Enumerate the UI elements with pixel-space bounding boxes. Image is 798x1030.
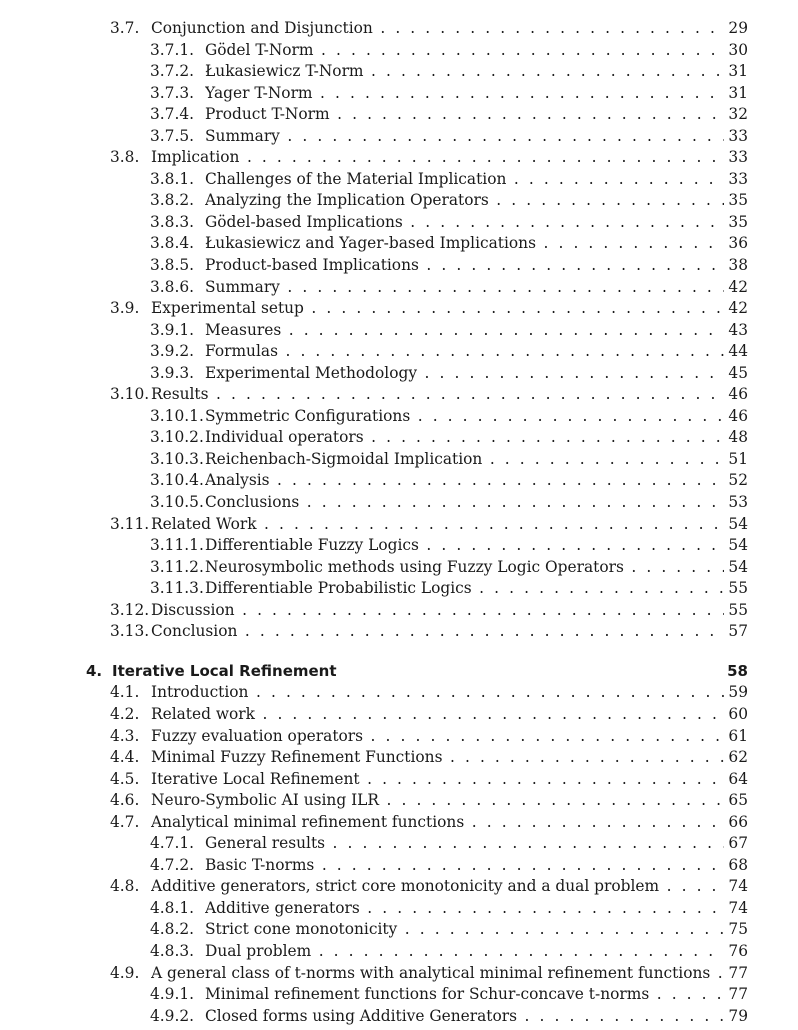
toc-entry-number: 3.8.3. (150, 212, 195, 231)
toc-entry-title: Neurosymbolic methods using Fuzzy Logic Operators . . . (205, 557, 724, 579)
toc-entry-number: 4.9.2. (150, 1006, 195, 1025)
toc-entry-title: Product-based Implications . . . (205, 255, 724, 277)
toc-entry-number: 3.8.2. (150, 191, 195, 210)
toc-entry-title: Łukasiewicz and Yager-based Implications . . . (205, 233, 724, 255)
toc-entry[interactable] (0, 919, 798, 941)
toc-entry-page-number: 64 (728, 769, 748, 788)
toc-entry[interactable] (0, 1006, 798, 1028)
toc-entry-number: 4.8.2. (150, 920, 195, 939)
toc-entry-title: Analytical minimal refinement functions . . . (151, 812, 724, 834)
toc-entry[interactable] (0, 83, 798, 105)
toc-entry-page-number: 36 (728, 234, 748, 253)
toc-entry[interactable] (0, 984, 798, 1006)
toc-section-4-entries (0, 682, 798, 1027)
toc-entry-number: 4.2. (110, 704, 140, 723)
toc-entry-title: General results . . . (205, 833, 724, 855)
toc-entry-title: Related work . . . (151, 704, 724, 726)
toc-entry-title: Formulas . . . (205, 341, 724, 363)
toc-entry-number: 4.8. (110, 877, 140, 896)
toc-entry-page-number: 51 (728, 449, 748, 468)
toc-entry-title: Iterative Local Refinement . . . (151, 769, 724, 791)
toc-entry-title: Conclusions . . . (205, 492, 724, 514)
toc-entry-title: Gödel-based Implications . . . (205, 212, 724, 234)
toc-entry-page-number: 75 (728, 920, 748, 939)
toc-entry-number: 3.10.5. (150, 493, 204, 512)
toc-entry-page-number: 46 (728, 385, 748, 404)
toc-entry-number: 3.13. (110, 622, 150, 641)
toc-entry-title: Challenges of the Material Implication . . . (205, 169, 724, 191)
toc-entry-number: 4.7. (110, 812, 140, 831)
toc-entry[interactable] (0, 514, 798, 536)
toc-entry[interactable] (0, 812, 798, 834)
toc-entry[interactable] (0, 126, 798, 148)
toc-entry-page-number: 55 (728, 600, 748, 619)
toc-entry-number: 3.11. (110, 514, 150, 533)
toc-entry-page-number: 32 (728, 105, 748, 124)
toc-entry-number: 3.12. (110, 600, 150, 619)
toc-entry[interactable] (0, 277, 798, 299)
toc-entry-page-number: 77 (728, 985, 748, 1004)
toc-entry-title: Analyzing the Implication Operators . . . (205, 190, 724, 212)
toc-entry-page-number: 61 (728, 726, 748, 745)
toc-entry-page-number: 45 (728, 363, 748, 382)
toc-entry-title: Conjunction and Disjunction . . . (151, 18, 724, 40)
toc-entry-number: 3.7.1. (150, 40, 195, 59)
toc-entry-number: 3.11.1. (150, 536, 204, 555)
toc-entry-number: 4.7.1. (150, 834, 195, 853)
toc-entry[interactable] (0, 600, 798, 622)
toc-entry-page-number: 55 (728, 579, 748, 598)
toc-entry-number: 3.10.2. (150, 428, 204, 447)
toc-entry-number: 4.7.2. (150, 855, 195, 874)
toc-entry[interactable] (0, 790, 798, 812)
toc-entry[interactable] (0, 169, 798, 191)
toc-entry-number: 3.8.5. (150, 256, 195, 275)
toc-entry[interactable] (0, 341, 798, 363)
toc-entry-number: 3.10. (110, 385, 150, 404)
toc-entry[interactable] (0, 833, 798, 855)
toc-entry-page-number: 65 (728, 791, 748, 810)
toc-entry-page-number: 42 (728, 277, 748, 296)
toc-entry-number: 3.7.2. (150, 62, 195, 81)
toc-entry[interactable] (0, 621, 798, 643)
toc-entry-page-number: 59 (728, 683, 748, 702)
toc-entry-page-number: 33 (728, 126, 748, 145)
toc-entry[interactable] (0, 492, 798, 514)
toc-entry[interactable] (0, 190, 798, 212)
toc-entry[interactable] (0, 18, 798, 40)
toc-entry-page-number: 57 (728, 622, 748, 641)
toc-entry-page-number: 77 (728, 963, 748, 982)
toc-entry[interactable] (0, 470, 798, 492)
toc-entry-page-number: 46 (728, 406, 748, 425)
toc-entry-page-number: 35 (728, 191, 748, 210)
toc-entry[interactable] (0, 898, 798, 920)
toc-entry-page-number: 68 (728, 855, 748, 874)
toc-entry-title: Additive generators . . . (205, 898, 724, 920)
toc-entry[interactable] (0, 682, 798, 704)
toc-entry-number: 4.6. (110, 791, 140, 810)
toc-entry-number: 4.9.1. (150, 985, 195, 1004)
toc-entry-page-number: 54 (728, 536, 748, 555)
toc-entry-number: 3.8.1. (150, 169, 195, 188)
toc-entry-title: Measures . . . (205, 320, 724, 342)
toc-entry-page-number: 74 (728, 877, 748, 896)
toc-entry[interactable] (0, 557, 798, 579)
toc-entry[interactable] (0, 363, 798, 385)
toc-entry[interactable] (0, 104, 798, 126)
toc-entry[interactable] (0, 147, 798, 169)
toc-entry-title: Symmetric Configurations . . . (205, 406, 724, 428)
toc-entry-title: A general class of t-norms with analytical minimal refinement functions . . . (151, 963, 724, 985)
toc-entry-title: Fuzzy evaluation operators . . . (151, 726, 724, 748)
toc-entry-title: Strict cone monotonicity . . . (205, 919, 724, 941)
toc-entry[interactable] (0, 535, 798, 557)
toc-entry[interactable] (0, 233, 798, 255)
toc-entry[interactable] (0, 298, 798, 320)
toc-entry[interactable] (0, 769, 798, 791)
table-of-contents (0, 18, 798, 1027)
toc-entry-number: 3.10.4. (150, 471, 204, 490)
toc-entry-title: Product T-Norm . . . (205, 104, 724, 126)
toc-entry-number: 3.8. (110, 148, 140, 167)
toc-entry-title: Minimal refinement functions for Schur-concave t-norms . . . (205, 984, 724, 1006)
toc-entry-number: 3.8.6. (150, 277, 195, 296)
toc-entry-page-number: 38 (728, 256, 748, 275)
toc-entry-title: Conclusion . . . (151, 621, 724, 643)
toc-entry-title: Yager T-Norm . . . (205, 83, 724, 105)
toc-entry[interactable] (0, 747, 798, 769)
toc-entry[interactable] (0, 876, 798, 898)
toc-entry-title: Analysis . . . (205, 470, 724, 492)
toc-entry-title: Additive generators, strict core monotonicity and a dual problem . . . (151, 876, 724, 898)
toc-entry-title: Summary . . . (205, 126, 724, 148)
toc-entry[interactable] (0, 704, 798, 726)
toc-entry-title: Related Work . . . (151, 514, 724, 536)
toc-entry[interactable] (0, 212, 798, 234)
toc-entry-page-number: 48 (728, 428, 748, 447)
toc-entry-page-number: 67 (728, 834, 748, 853)
toc-entry-title: Summary . . . (205, 277, 724, 299)
toc-entry-number: 3.10.3. (150, 449, 204, 468)
toc-entry[interactable] (0, 726, 798, 748)
toc-entry[interactable] (0, 320, 798, 342)
toc-entry-page-number: 74 (728, 898, 748, 917)
toc-entry-number: 3.8.4. (150, 234, 195, 253)
toc-chapter-4[interactable] (0, 661, 798, 683)
toc-entry[interactable] (0, 941, 798, 963)
toc-entry-page-number: 79 (728, 1006, 748, 1025)
toc-entry-title: Individual operators . . . (205, 427, 724, 449)
toc-entry-title: Łukasiewicz T-Norm . . . (205, 61, 724, 83)
toc-entry-page-number: 33 (728, 169, 748, 188)
toc-entry[interactable] (0, 449, 798, 471)
toc-entry-page-number: 42 (728, 299, 748, 318)
toc-entry-number: 3.7.4. (150, 105, 195, 124)
toc-entry[interactable] (0, 427, 798, 449)
toc-entry-number: 3.11.3. (150, 579, 204, 598)
toc-entry-number: 4.4. (110, 748, 140, 767)
toc-section-3-entries (0, 18, 798, 643)
toc-entry-number: 3.9. (110, 299, 140, 318)
toc-entry[interactable] (0, 963, 798, 985)
toc-entry-page-number: 30 (728, 40, 748, 59)
toc-entry-title: Reichenbach-Sigmoidal Implication . . . (205, 449, 724, 471)
toc-entry-page-number: 62 (728, 748, 748, 767)
toc-entry-number: 3.9.2. (150, 342, 195, 361)
toc-entry-page-number: 54 (728, 557, 748, 576)
toc-entry-title: Neuro-Symbolic AI using ILR . . . (151, 790, 724, 812)
toc-entry-number: 3.9.3. (150, 363, 195, 382)
toc-entry-page-number: 54 (728, 514, 748, 533)
chapter-title: Iterative Local Refinement (112, 661, 337, 680)
toc-entry-title: Dual problem . . . (205, 941, 724, 963)
toc-entry-number: 3.9.1. (150, 320, 195, 339)
toc-entry-title: Experimental Methodology . . . (205, 363, 724, 385)
toc-entry-page-number: 66 (728, 812, 748, 831)
toc-entry-title: Implication . . . (151, 147, 724, 169)
toc-entry[interactable] (0, 855, 798, 877)
toc-entry-title: Discussion . . . (151, 600, 724, 622)
toc-entry-number: 3.11.2. (150, 557, 204, 576)
toc-entry[interactable] (0, 578, 798, 600)
toc-entry-page-number: 33 (728, 148, 748, 167)
chapter-page-number: 58 (727, 661, 748, 680)
toc-entry-page-number: 31 (728, 83, 748, 102)
toc-entry-title: Introduction . . . (151, 682, 724, 704)
toc-entry-number: 4.5. (110, 769, 140, 788)
toc-entry-number: 4.9. (110, 963, 140, 982)
toc-entry[interactable] (0, 406, 798, 428)
toc-entry-page-number: 43 (728, 320, 748, 339)
toc-entry-title: Basic T-norms . . . (205, 855, 724, 877)
toc-entry-page-number: 31 (728, 62, 748, 81)
toc-entry-page-number: 35 (728, 212, 748, 231)
toc-entry-title: Closed forms using Additive Generators . . . (205, 1006, 724, 1028)
chapter-number: 4. (86, 661, 103, 680)
toc-entry-number: 4.1. (110, 683, 140, 702)
toc-entry-page-number: 60 (728, 704, 748, 723)
toc-entry-title: Minimal Fuzzy Refinement Functions . . . (151, 747, 724, 769)
toc-entry-page-number: 52 (728, 471, 748, 490)
toc-entry[interactable] (0, 61, 798, 83)
toc-entry-page-number: 44 (728, 342, 748, 361)
toc-entry-page-number: 76 (728, 941, 748, 960)
toc-entry-title: Gödel T-Norm . . . (205, 40, 724, 62)
toc-entry-page-number: 29 (728, 19, 748, 37)
toc-entry-number: 3.7. (110, 19, 140, 37)
toc-entry-title: Results . . . (151, 384, 724, 406)
toc-entry-title: Differentiable Probabilistic Logics . . . (205, 578, 724, 600)
toc-entry-title: Differentiable Fuzzy Logics . . . (205, 535, 724, 557)
toc-entry-number: 4.3. (110, 726, 140, 745)
toc-entry[interactable] (0, 40, 798, 62)
toc-entry-number: 4.8.1. (150, 898, 195, 917)
toc-entry-number: 3.7.3. (150, 83, 195, 102)
toc-entry-page-number: 53 (728, 493, 748, 512)
toc-entry[interactable] (0, 384, 798, 406)
toc-entry-number: 3.10.1. (150, 406, 204, 425)
toc-entry-title: Experimental setup . . . (151, 298, 724, 320)
toc-entry[interactable] (0, 255, 798, 277)
toc-entry-number: 3.7.5. (150, 126, 195, 145)
toc-entry-number: 4.8.3. (150, 941, 195, 960)
